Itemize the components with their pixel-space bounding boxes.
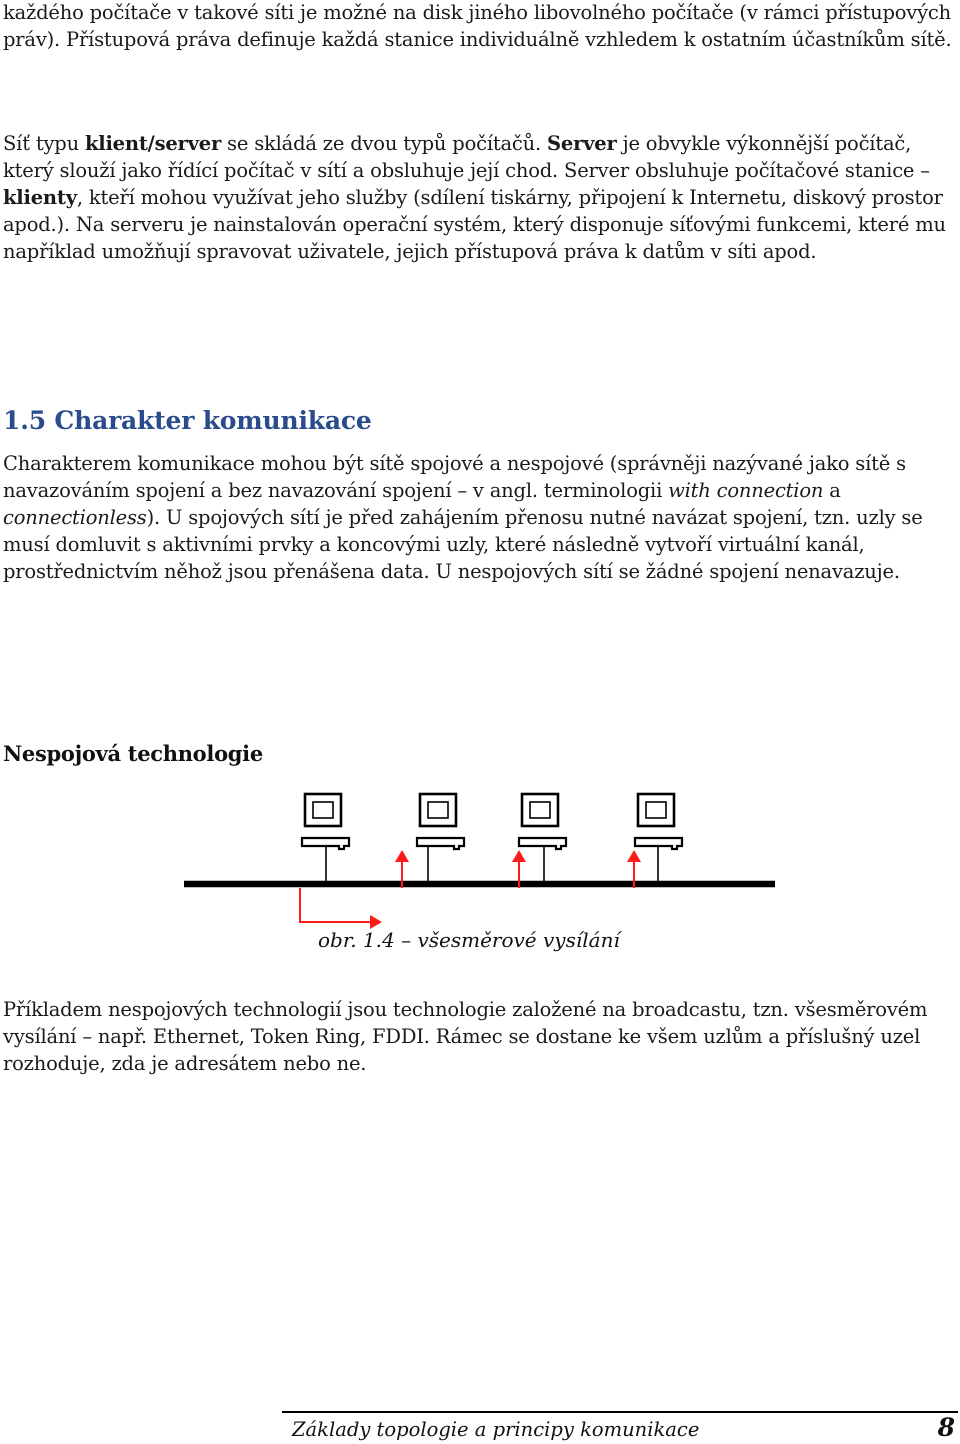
computer-icon [519,794,566,849]
text: a [823,479,841,502]
text: Příkladem nespojových technologií jsou technologie založené na broadcastu, tzn. všesměrovém vysílání – např. Ethernet, Token Ring, FDDI. Rámec se dostane ke všem uzlům a příslušný uzel rozhoduje, zda je adresátem nebo ne. [3,998,928,1075]
term-klienty: klienty [3,186,77,209]
page-number: 8 [937,1413,955,1442]
term-with-connection: with connection [668,479,824,502]
term-client-server: klient/server [84,132,222,155]
paragraph-broadcast [3,996,958,1077]
paragraph-communication [3,450,958,585]
computer-icon [417,794,464,849]
computer-icon [302,794,349,849]
footer-title: Základy topologie a principy komunikace [292,1418,700,1441]
text: ). U spojových sítí je před zahájením přenosu nutné navázat spojení, tzn. uzly se musí domluvit s aktivními prvky a koncovými uzly, které následně vytvoří virtuální kanál, prostřednictvím něhož jsou přenášena data. U nespojových sítí se žádné spojení nenavazuje. [3,506,923,583]
computer-icon [635,794,682,849]
text: , kteří mohou využívat jeho služby (sdílení tiskárny, připojení k Internetu, diskový prostor apod.). Na serveru je nainstalován operační systém, který disponuje síťovými funkcemi, které mu například umožňují spravovat uživatele, jejich přístupová práva k datům v síti apod. [3,186,946,263]
broadcast-arrow [300,888,376,922]
paragraph-peer-access [3,0,958,53]
text: každého počítače v takové síti je možné na disk jiného libovolného počítače (v rámci přístupových práv). Přístupová práva definuje každá stanice individuálně vzhledem k ostatním účastníkům sítě. [3,1,952,51]
paragraph-client-server [3,130,958,265]
section-heading: 1.5 Charakter komunikace [3,406,372,435]
text: Charakterem komunikace mohou být sítě spojové a nespojové (správněji nazývané jako sítě s navazováním spojení a bez navazování spojení – v angl. terminologii [3,452,906,502]
figure-caption: obr. 1.4 – všesměrové vysílání [318,928,620,952]
subsection-heading: Nespojová technologie [3,741,263,766]
term-server: Server [547,132,617,155]
text: se skládá ze dvou typů počítačů. [221,132,548,155]
text: Síť typu [3,132,85,155]
term-connectionless: connectionless [3,506,147,529]
footer-divider [282,1411,958,1413]
text: je obvykle výkonnější počítač, který slouží jako řídící počítač v sítí a obsluhuje její chod. Server obsluhuje počítačové stanice – [3,132,930,182]
